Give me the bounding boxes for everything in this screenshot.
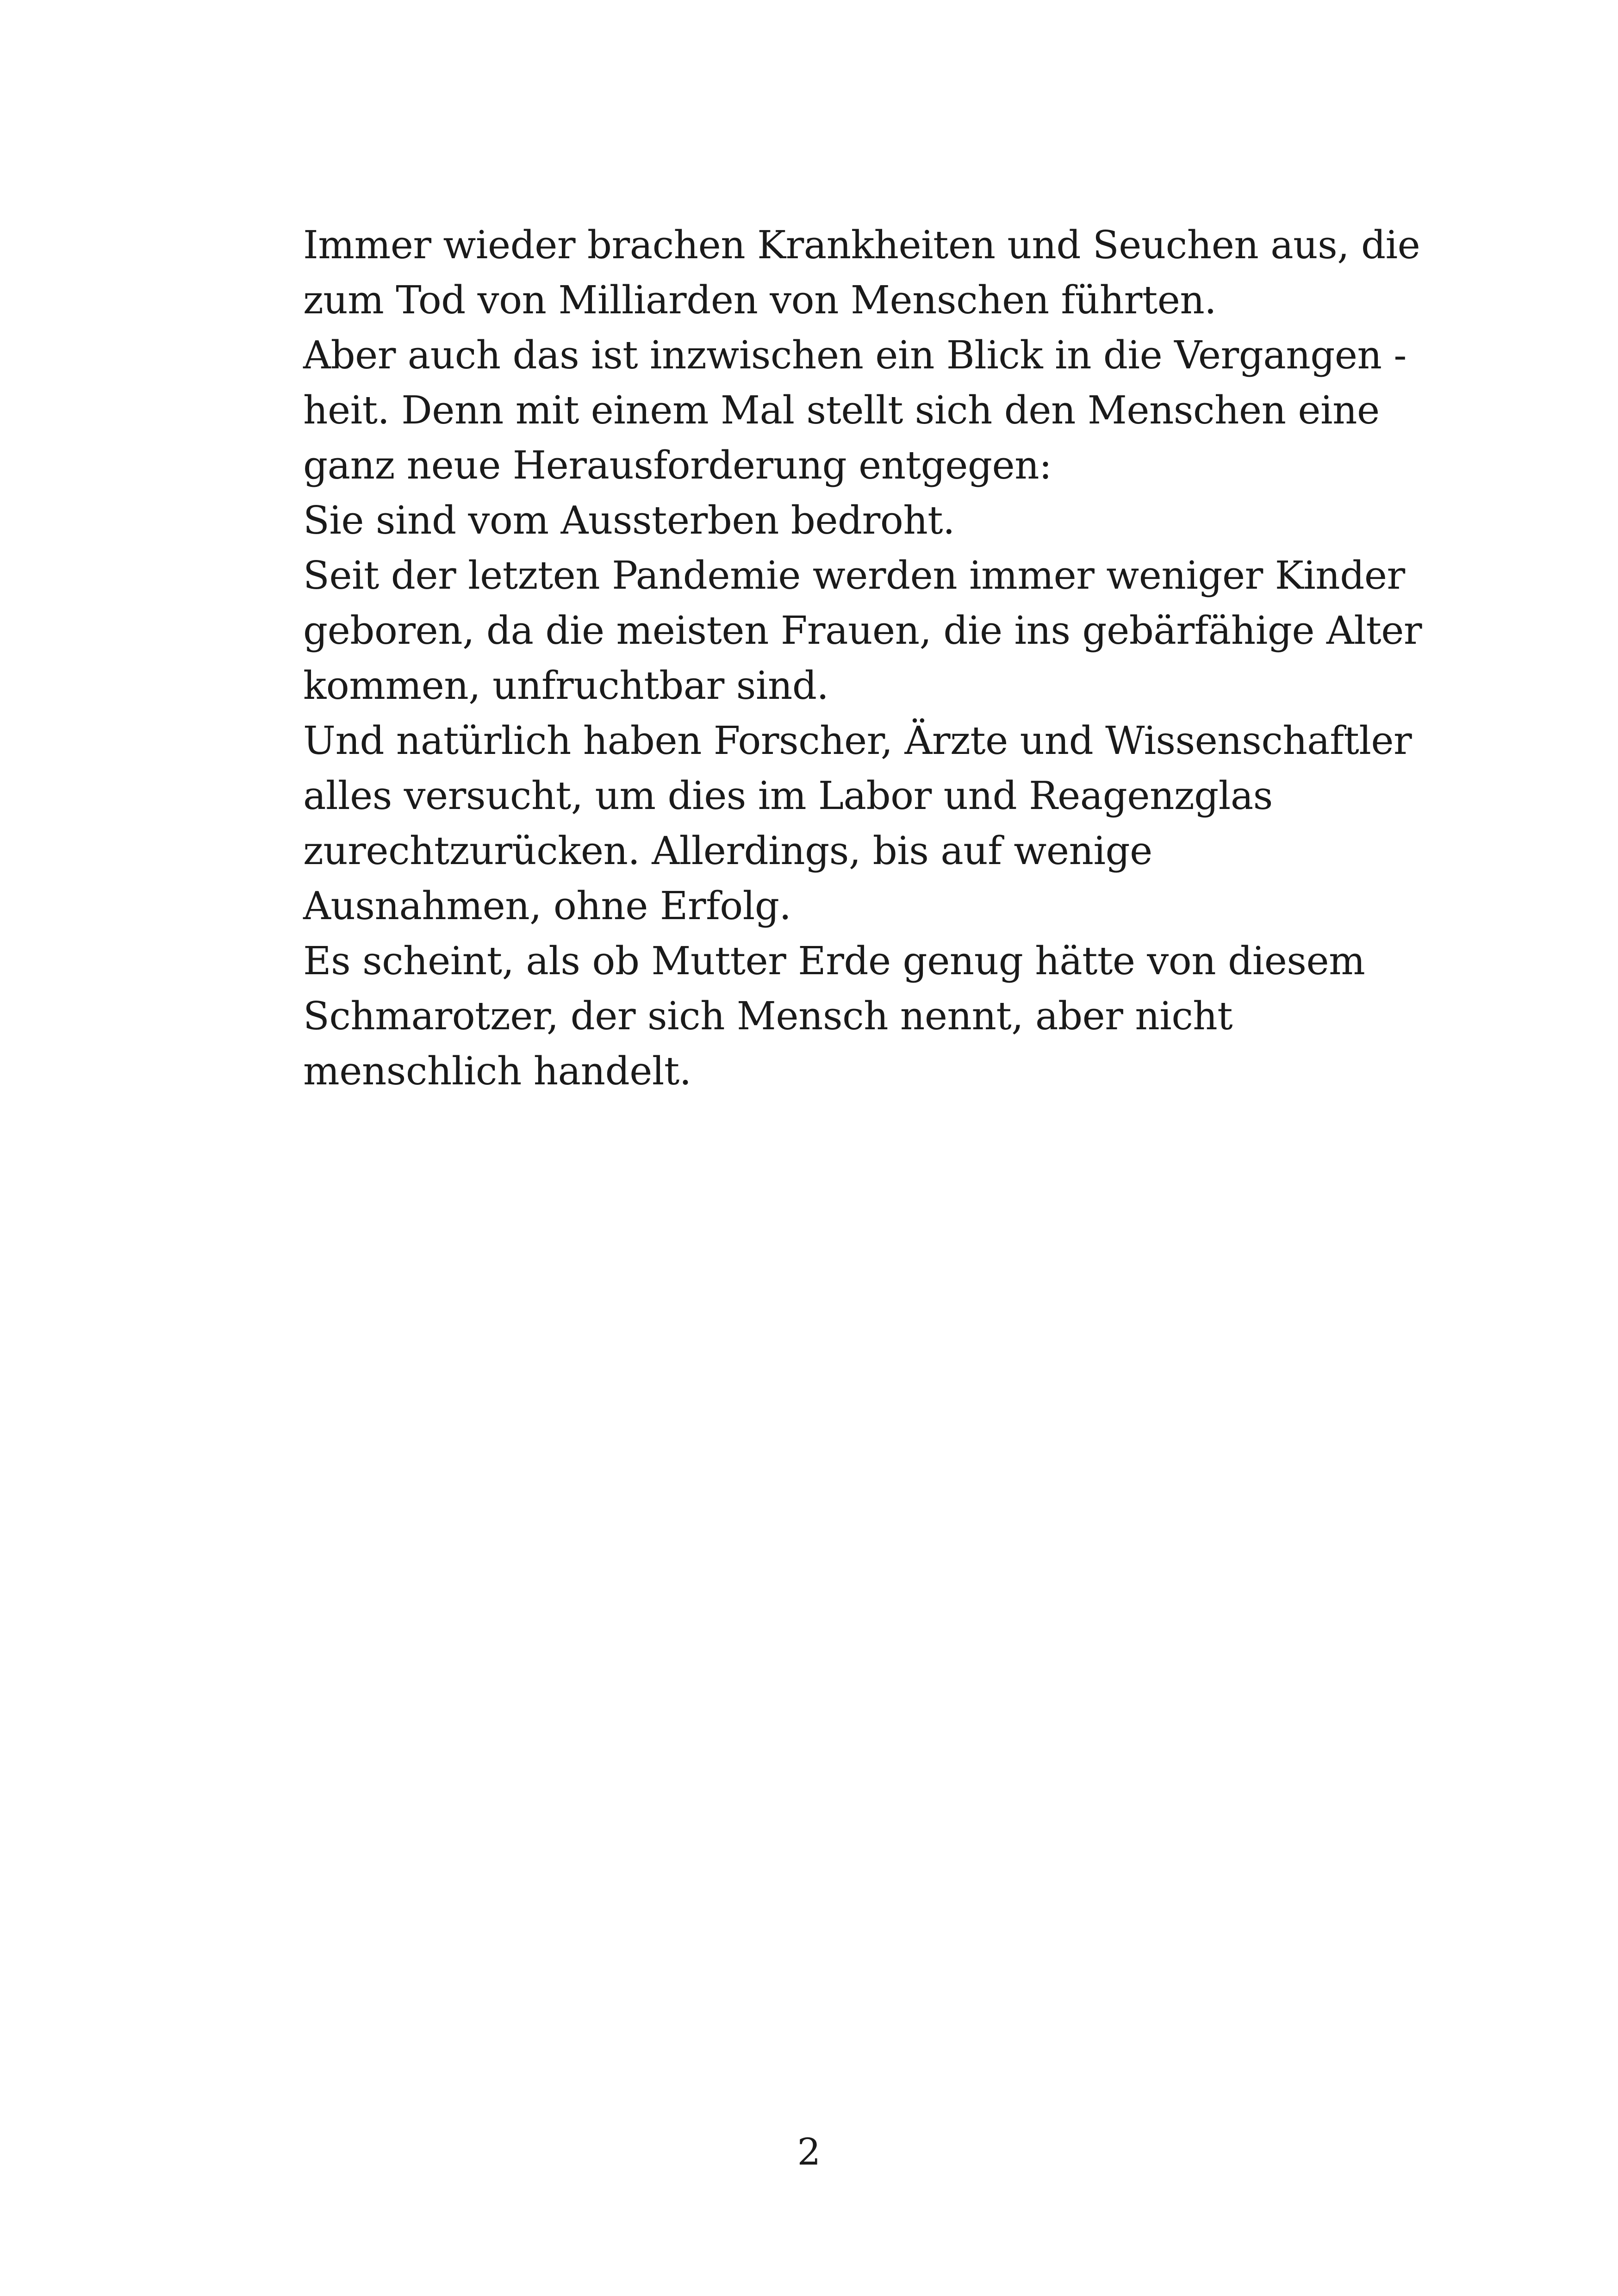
body-text <box>303 218 1442 1099</box>
text-line: Und natürlich haben Forscher, Ärzte und Wissenschaftler <box>303 718 1412 763</box>
text-line: ganz neue Herausforderung entgegen: <box>303 443 1052 488</box>
page-number: 2 <box>797 2130 821 2173</box>
text-line: heit. Denn mit einem Mal stellt sich den Menschen eine <box>303 388 1380 433</box>
text-line: kommen, unfruchtbar sind. <box>303 663 829 708</box>
text-line: Ausnahmen, ohne Erfolg. <box>303 884 791 928</box>
text-line: Schmarotzer, der sich Mensch nennt, aber nicht <box>303 994 1233 1039</box>
text-line: alles versucht, um dies im Labor und Reagenzglas <box>303 773 1273 818</box>
text-line: geboren, da die meisten Frauen, die ins gebärfähige Alter <box>303 608 1422 653</box>
text-line: Sie sind vom Aussterben bedroht. <box>303 498 955 543</box>
text-line: Aber auch das ist inzwischen ein Blick in die Vergangen - <box>303 333 1406 378</box>
text-line: Seit der letzten Pandemie werden immer weniger Kinder <box>303 553 1405 598</box>
text-line: Es scheint, als ob Mutter Erde genug hätte von diesem <box>303 939 1365 983</box>
text-line: menschlich handelt. <box>303 1049 691 1094</box>
text-line: Immer wieder brachen Krankheiten und Seuchen aus, die <box>303 223 1420 268</box>
text-line: zum Tod von Milliarden von Menschen führten. <box>303 278 1217 323</box>
text-line: zurechtzurücken. Allerdings, bis auf wenige <box>303 828 1152 873</box>
